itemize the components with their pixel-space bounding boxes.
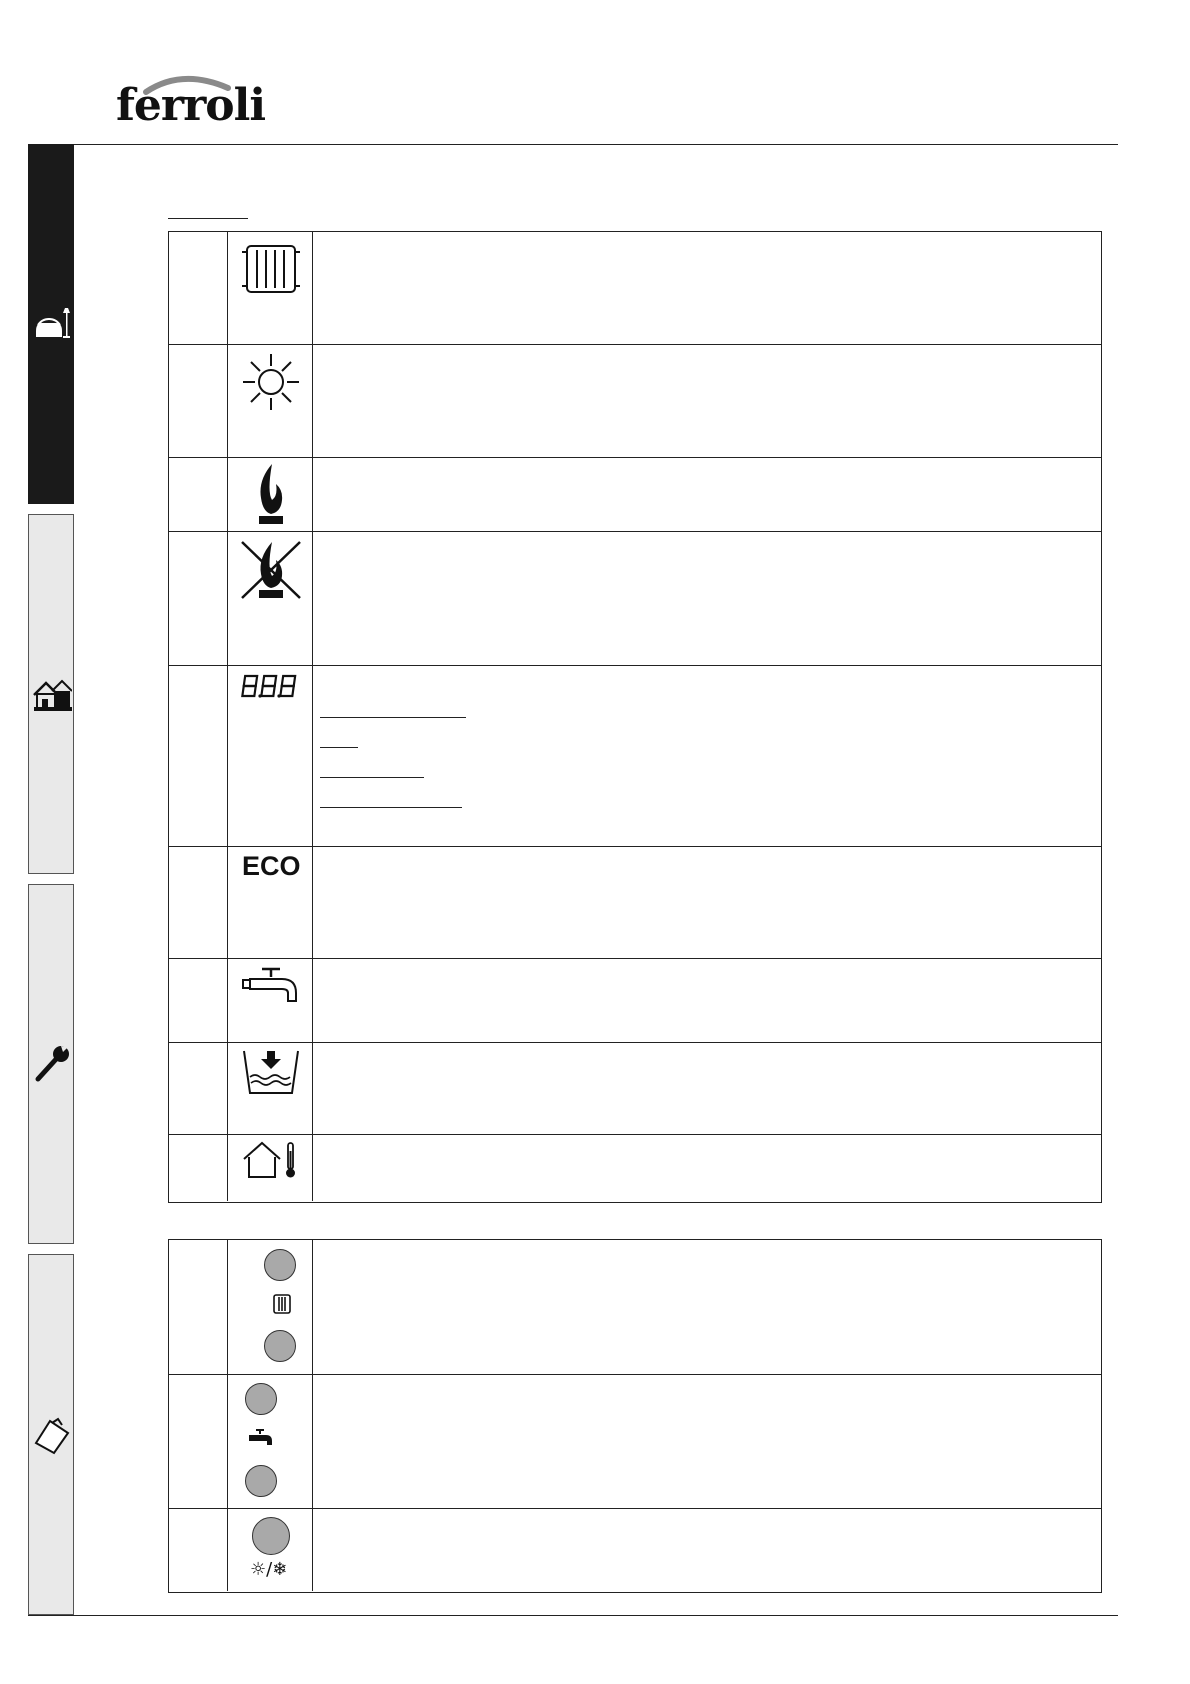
symbol-cell	[227, 1043, 313, 1134]
row-number-cell	[169, 532, 227, 665]
table-row	[169, 1374, 1101, 1508]
water-fill-icon	[240, 1047, 302, 1099]
row-number-cell	[169, 847, 227, 958]
header-rule	[28, 144, 1118, 145]
table-row	[169, 232, 1101, 344]
symbol-cell	[227, 666, 313, 846]
description-cell	[313, 1043, 1101, 1134]
row-number-cell	[169, 959, 227, 1042]
description-cell	[313, 232, 1101, 344]
description-cell	[313, 345, 1101, 457]
description-cell	[313, 532, 1101, 665]
house-installation-icon	[32, 673, 72, 713]
footer-rule	[28, 1615, 1118, 1616]
flame-icon	[250, 462, 292, 528]
row-number-cell	[169, 345, 227, 457]
blank-field-line	[320, 717, 466, 718]
eco-text-icon: ECO	[242, 851, 301, 881]
clipboard-icon	[32, 1415, 72, 1455]
blank-field-line	[320, 807, 462, 808]
table-row	[169, 457, 1101, 531]
wrench-icon	[32, 1043, 72, 1083]
blank-field-line	[320, 777, 424, 778]
sun-icon	[240, 349, 302, 415]
symbol-cell	[227, 847, 313, 958]
digital-display-icon	[240, 670, 302, 704]
house-thermometer-icon	[240, 1139, 302, 1181]
tab-service[interactable]	[28, 884, 74, 1244]
table-row	[169, 531, 1101, 665]
dhw-down-button[interactable]	[245, 1465, 277, 1497]
heating-down-button[interactable]	[264, 1330, 296, 1362]
row-number-cell	[169, 232, 227, 344]
description-cell	[313, 1240, 1101, 1374]
display-symbols-table	[168, 231, 1102, 1203]
row-number-cell	[169, 1135, 227, 1201]
table-row	[169, 1508, 1101, 1591]
table-row	[169, 344, 1101, 457]
heating-up-button[interactable]	[264, 1249, 296, 1281]
row-number-cell	[169, 666, 227, 846]
description-cell	[313, 1375, 1101, 1508]
flame-crossed-icon	[238, 536, 304, 602]
description-cell	[313, 1509, 1101, 1591]
table-row	[169, 846, 1101, 958]
control-buttons-table	[168, 1239, 1102, 1593]
symbol-cell	[227, 1509, 313, 1591]
row-number-cell	[169, 1375, 227, 1508]
row-number-cell	[169, 458, 227, 531]
tap-icon	[240, 963, 302, 1009]
summer-winter-label: ☼/❄	[250, 1559, 288, 1580]
row-number-cell	[169, 1043, 227, 1134]
table-row	[169, 665, 1101, 846]
table-row	[169, 1134, 1101, 1201]
symbol-cell	[227, 1375, 313, 1508]
symbol-cell	[227, 345, 313, 457]
symbol-cell	[227, 232, 313, 344]
table-row	[169, 958, 1101, 1042]
symbol-cell	[227, 532, 313, 665]
description-cell	[313, 1135, 1101, 1201]
symbol-cell	[227, 458, 313, 531]
tab-user[interactable]	[28, 144, 74, 504]
brand-name: ferroli	[116, 80, 266, 131]
row-number-cell	[169, 1240, 227, 1374]
radiator-icon	[240, 238, 302, 300]
ferroli-logo	[116, 74, 266, 138]
tap-small-icon	[246, 1427, 274, 1449]
section-tabs	[28, 144, 74, 1615]
description-cell	[313, 959, 1101, 1042]
description-cell	[313, 458, 1101, 531]
table-row	[169, 1240, 1101, 1374]
tab-technical-data[interactable]	[28, 1254, 74, 1615]
symbol-cell	[227, 1135, 313, 1201]
armchair-lamp-icon	[32, 305, 72, 345]
symbol-cell	[227, 1240, 313, 1374]
summer-winter-button[interactable]	[252, 1517, 290, 1555]
symbol-cell	[227, 959, 313, 1042]
row-number-cell	[169, 1509, 227, 1591]
description-cell	[313, 847, 1101, 958]
tab-installer[interactable]	[28, 514, 74, 874]
description-cell	[313, 666, 1101, 846]
radiator-small-icon	[270, 1292, 294, 1316]
blank-field-line	[320, 747, 358, 748]
section-title-underline	[168, 218, 248, 219]
table-row	[169, 1042, 1101, 1134]
dhw-up-button[interactable]	[245, 1383, 277, 1415]
